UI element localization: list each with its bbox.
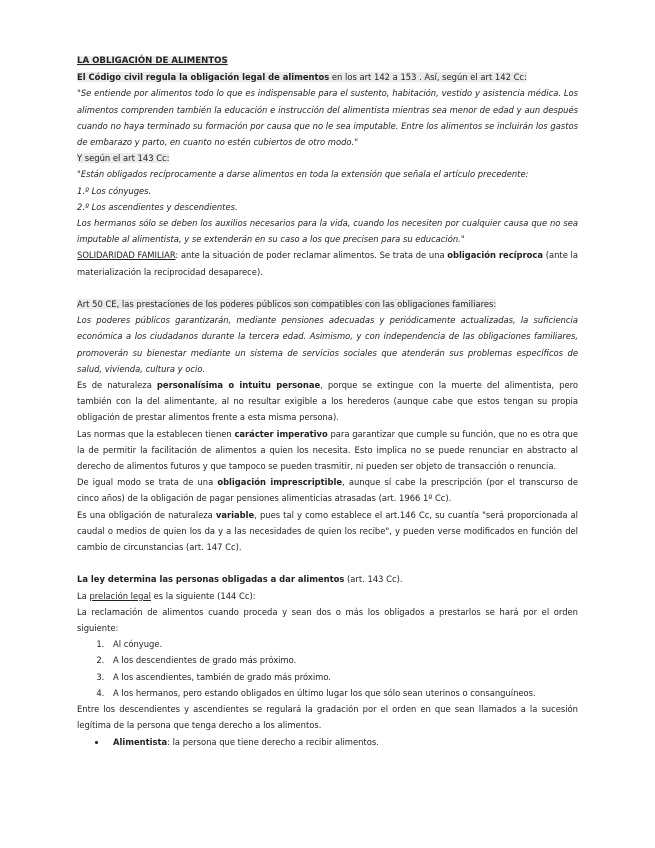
solidaridad-paragraph: SOLIDARIDAD FAMILIAR: ante la situación de poder reclamar alimentos. Se trata de una obligación recíproca (ante la materialización la reciprocidad desaparece). bbox=[77, 250, 578, 277]
quote-art143-line3: 2.º Los ascendientes y descendientes. bbox=[77, 201, 238, 212]
document-page bbox=[77, 52, 578, 750]
list-item: 3. A los ascendientes, también de grado más próximo. bbox=[107, 669, 578, 685]
art50-intro: Art 50 CE, las prestaciones de los poderes públicos son compatibles con las obligaciones familiares: bbox=[77, 299, 497, 310]
order-list bbox=[77, 636, 578, 701]
list-item: • Alimentista: la persona que tiene derecho a recibir alimentos. bbox=[107, 734, 578, 750]
quote-art143-line2: 1.º Los cónyuges. bbox=[77, 185, 152, 196]
list-item: 4. A los hermanos, pero estando obligados en último lugar los que sólo sean uterinos o consanguíneos. bbox=[107, 685, 578, 701]
definition-list bbox=[77, 734, 578, 750]
quote-art50: Los poderes públicos garantizarán, mediante pensiones adecuadas y periódicamente actualizadas, la suficiencia económica a los ciudadanos durante la tercera edad. Asimismo, y con independencia de las obligaciones familiares, promoverán su bienestar mediante un sistema de servicios sociales que atenderán sus problemas específicos de salud, vivienda, cultura y ocio. bbox=[77, 315, 578, 374]
imperativo-paragraph: Las normas que la establecen tienen carácter imperativo para garantizar que cumple su función, que no es otra que la de permitir la facilitación de alimentos a quien los necesita. Esto implica no se puede renunciar en abstracto al derecho de alimentos futuros y que tampoco se pueden trasmitir, ni pueden ser objeto de transacción o renuncia. bbox=[77, 428, 578, 472]
intro-paragraph: El Código civil regula la obligación legal de alimentos en los art 142 a 153 . Así, según el art 142 Cc: bbox=[77, 72, 527, 83]
personalisima-paragraph: Es de naturaleza personalísima o intuitu personae, porque se extingue con la muerte del alimentista, pero también con la del alimentante, al no resultar exigible a los herederos (aunque cabe que estos tengan su propia obligación de prestar alimentos frente a esta misma persona). bbox=[77, 380, 579, 423]
quote-art142: "Se entiende por alimentos todo lo que es indispensable para el sustento, habitación, vestido y asistencia médica. Los alimentos comprenden también la educación e instrucción del alimentista mientras sea menor de edad y aun después cuando no haya terminado su formación por causa que no le sea imputable. Entre los alimentos se incluirán los gastos de embarazo y parto, en cuanto no estén cubiertos de otro modo." bbox=[77, 88, 578, 148]
document-title: LA OBLIGACIÓN DE ALIMENTOS bbox=[77, 56, 228, 66]
quote-art143-line1: "Están obligados recíprocamente a darse alimentos en toda la extensión que señala el artículo precedente: bbox=[77, 169, 529, 180]
imprescriptible-paragraph: De igual modo se trata de una obligación imprescriptible, aunque sí cabe la prescripción (por el transcurso de cinco años) de la obligación de pagar pensiones alimenticias atrasadas (art. 1966 1º Cc). bbox=[77, 477, 578, 504]
reclamacion-paragraph: La reclamación de alimentos cuando proceda y sean dos o más los obligados a prestarlos se hará por el orden siguiente: bbox=[77, 606, 578, 634]
list-item: 2. A los descendientes de grado más próximo. bbox=[107, 652, 578, 668]
spacer bbox=[77, 280, 578, 296]
art143-intro: Y según el art 143 Cc: bbox=[77, 153, 170, 164]
prelacion-paragraph: La prelación legal es la siguiente (144 Cc): bbox=[77, 590, 256, 601]
gradacion-paragraph: Entre los descendientes y ascendientes se regulará la gradación por el orden en que sean llamados a la sucesión legítima de la persona que tenga derecho a los alimentos. bbox=[77, 704, 578, 731]
ley-heading: La ley determina las personas obligadas a dar alimentos (art. 143 Cc). bbox=[77, 574, 403, 585]
spacer bbox=[77, 555, 578, 571]
variable-paragraph: Es una obligación de naturaleza variable, pues tal y como establece el art.146 Cc, su cuantía "será proporcionada al caudal o medios de quien los da y a las necesidades de quien los recibe", y pueden verse modificados en función del cambio de circunstancias (art. 147 Cc). bbox=[77, 509, 579, 553]
list-item: 1. Al cónyuge. bbox=[107, 636, 578, 652]
quote-art143-line4: Los hermanos sólo se deben los auxilios necesarios para la vida, cuando los necesiten por cualquier causa que no sea imputable al alimentista, y se extenderán en su caso a los que precisen para su educación." bbox=[77, 218, 578, 245]
